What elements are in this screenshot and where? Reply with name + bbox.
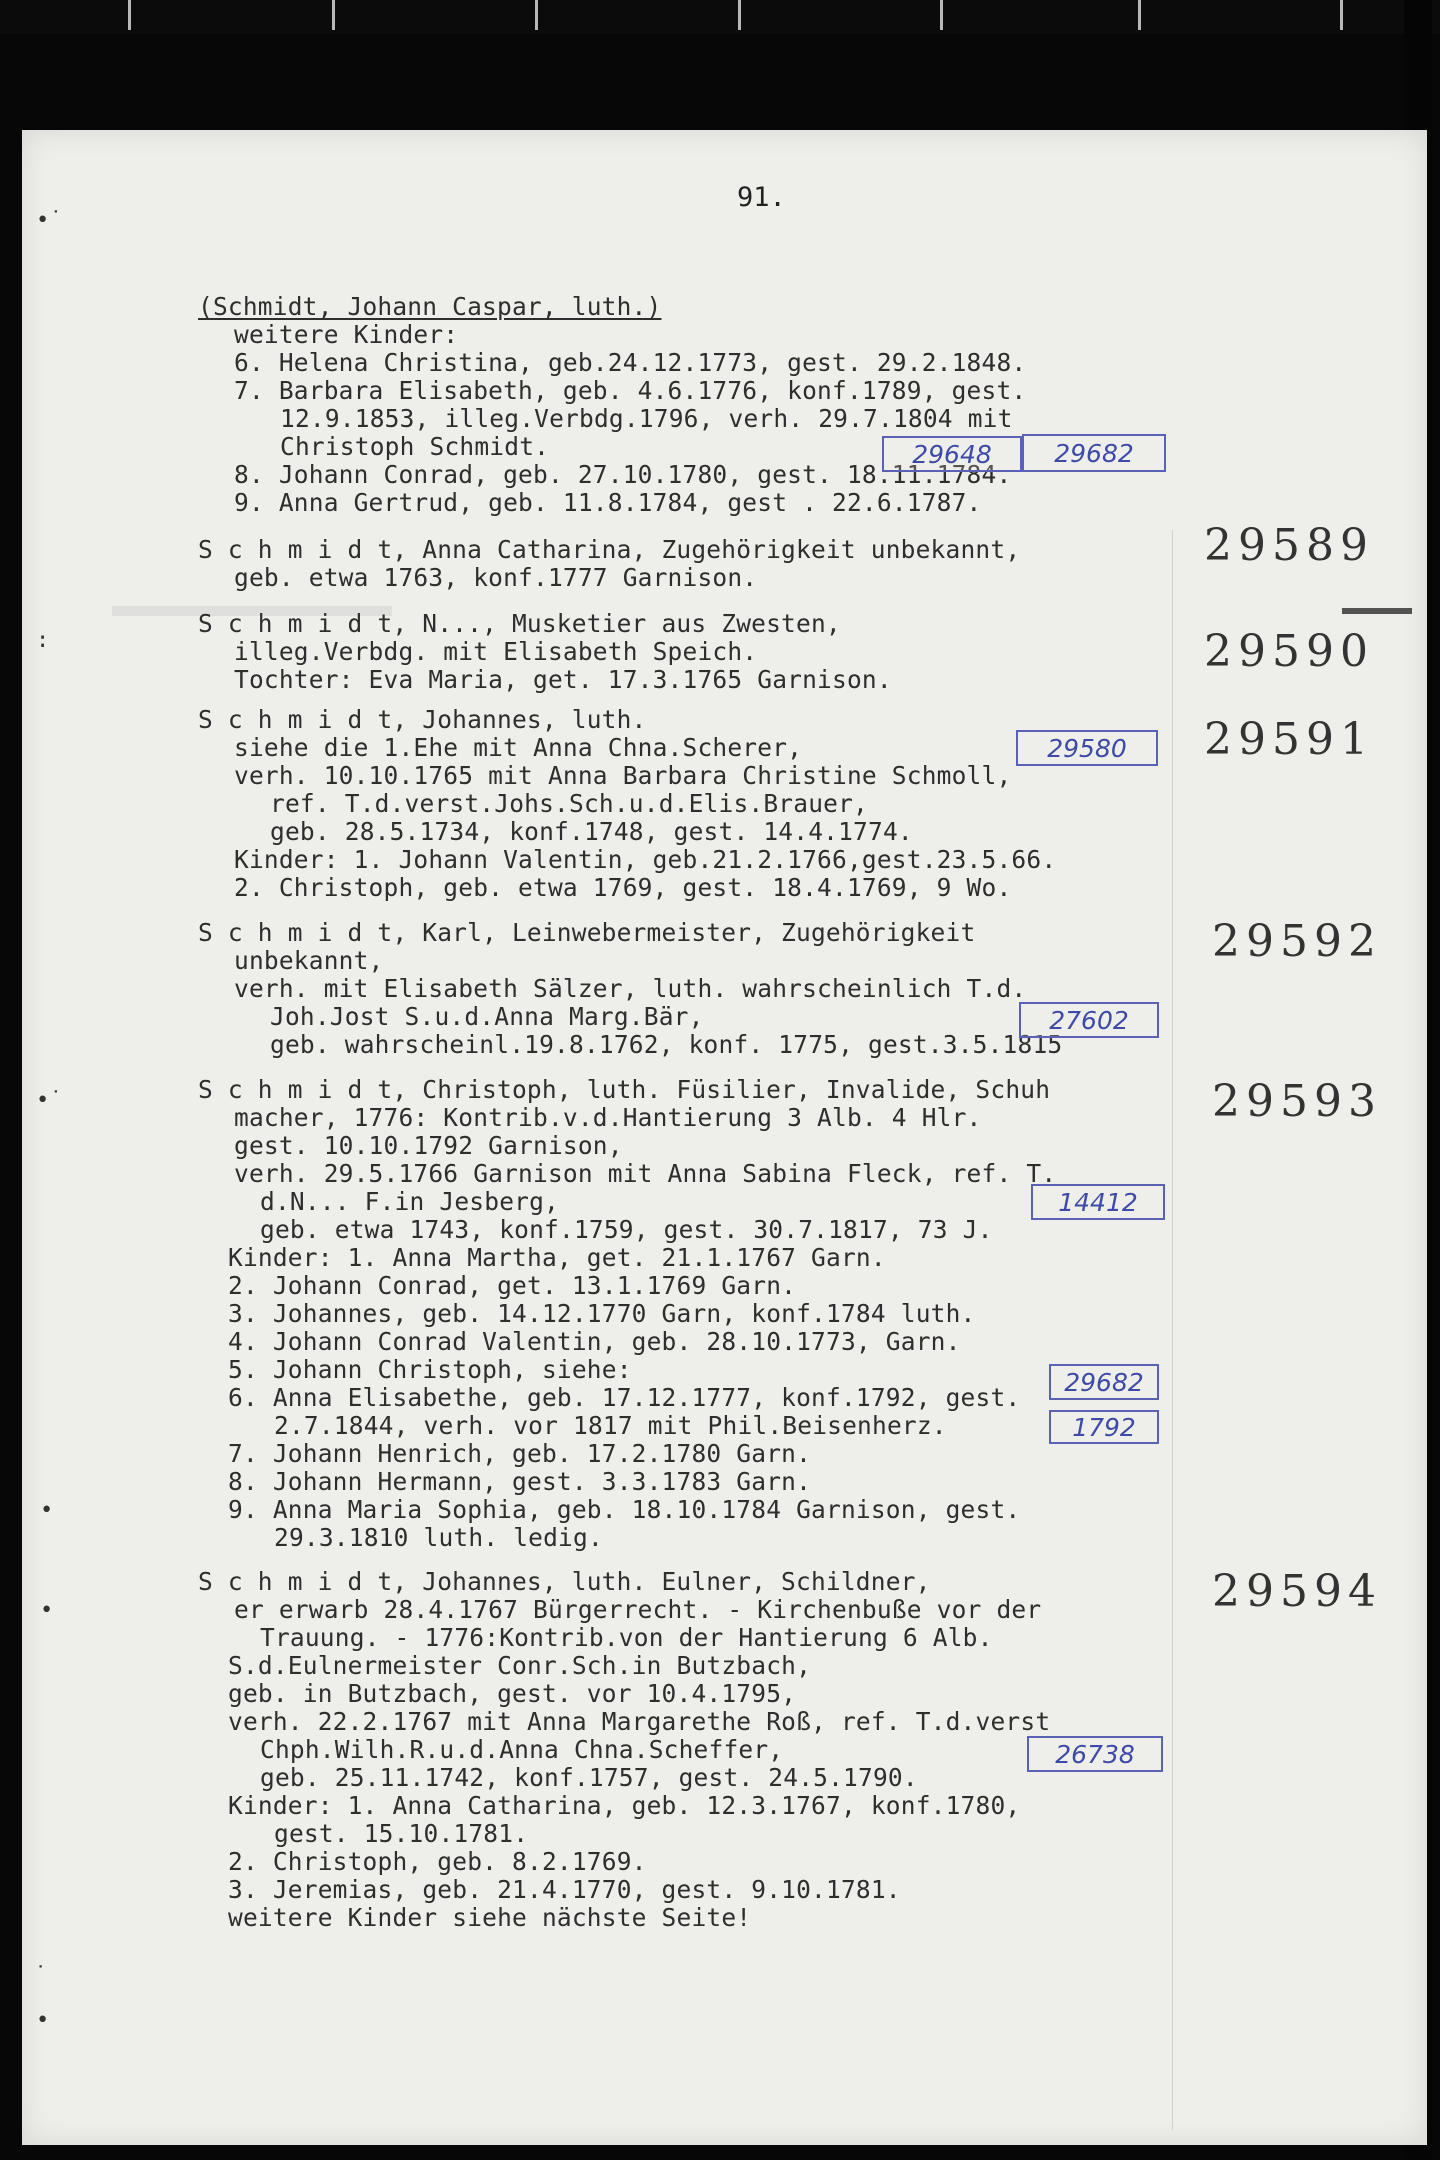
entry-line: 2.7.1844, verh. vor 1817 mit Phil.Beisenherz. — [274, 1411, 947, 1440]
entry-line: geb. etwa 1743, konf.1759, gest. 30.7.1817, 73 J. — [260, 1215, 993, 1244]
entry-line: illeg.Verbdg. mit Elisabeth Speich. — [234, 637, 758, 666]
entry-line: 2. Christoph, geb. 8.2.1769. — [228, 1847, 647, 1876]
document-page — [22, 130, 1427, 2145]
handwritten-ref-box: 29648 — [882, 436, 1022, 472]
entry-line: Chph.Wilh.R.u.d.Anna Chna.Scheffer, — [260, 1735, 784, 1764]
margin-dot: •˙ — [36, 208, 63, 233]
column-rule — [1172, 530, 1173, 2130]
entry-line: geb. wahrscheinl.19.8.1762, konf. 1775, gest.3.5.1815 — [270, 1030, 1063, 1059]
entry-line: 8. Johann Conrad, geb. 27.10.1780, gest. 18.11.1784. — [234, 460, 1012, 489]
film-tick — [738, 0, 741, 30]
page-number: 91. — [737, 182, 786, 213]
entry-line: 3. Johannes, geb. 14.12.1770 Garn, konf.1784 luth. — [228, 1299, 976, 1328]
entry-line: 6. Anna Elisabethe, geb. 17.12.1777, konf.1792, gest. — [228, 1383, 1021, 1412]
entry-line: 9. Anna Gertrud, geb. 11.8.1784, gest . 22.6.1787. — [234, 488, 982, 517]
entry-line: macher, 1776: Kontrib.v.d.Hantierung 3 Alb. 4 Hlr. — [234, 1103, 982, 1132]
scan-artifact — [1342, 608, 1412, 614]
handwritten-ref-box: 27602 — [1019, 1002, 1159, 1038]
entry-line: Trauung. - 1776:Kontrib.von der Hantierung 6 Alb. — [260, 1623, 993, 1652]
film-tick — [535, 0, 538, 30]
entry-ref-number: 29589 — [1204, 520, 1374, 571]
entry-ref-number: 29592 — [1212, 916, 1382, 967]
entry-line: geb. in Butzbach, gest. vor 10.4.1795, — [228, 1679, 797, 1708]
entry-line: Kinder: 1. Anna Martha, get. 21.1.1767 Garn. — [228, 1243, 886, 1272]
entry-header-line: S c h m i d t, Karl, Leinwebermeister, Zugehörigkeit — [198, 918, 976, 947]
handwritten-ref-box: 1792 — [1049, 1410, 1159, 1444]
entry-line: Kinder: 1. Anna Catharina, geb. 12.3.1767, konf.1780, — [228, 1791, 1021, 1820]
entry-header-line: S c h m i d t, N..., Musketier aus Zwesten, — [198, 609, 841, 638]
margin-dot: • — [40, 1598, 54, 1623]
entry-line: geb. 28.5.1734, konf.1748, gest. 14.4.1774. — [270, 817, 913, 846]
entry-line: 7. Johann Henrich, geb. 17.2.1780 Garn. — [228, 1439, 812, 1468]
handwritten-ref-box: 26738 — [1027, 1736, 1163, 1772]
entry-line: S.d.Eulnermeister Conr.Sch.in Butzbach, — [228, 1651, 812, 1680]
entry-line: 2. Johann Conrad, get. 13.1.1769 Garn. — [228, 1271, 797, 1300]
entry-line: 12.9.1853, illeg.Verbdg.1796, verh. 29.7.1804 mit — [280, 404, 1013, 433]
entry-line: geb. etwa 1763, konf.1777 Garnison. — [234, 563, 758, 592]
entry-line: Christoph Schmidt. — [280, 432, 550, 461]
entry-line: verh. 29.5.1766 Garnison mit Anna Sabina Fleck, ref. T. — [234, 1159, 1057, 1188]
entry-line: verh. mit Elisabeth Sälzer, luth. wahrscheinlich T.d. — [234, 974, 1027, 1003]
entry-line: d.N... F.in Jesberg, — [260, 1187, 560, 1216]
entry-header-line: S c h m i d t, Johannes, luth. — [198, 705, 647, 734]
entry-header-line: S c h m i d t, Anna Catharina, Zugehörigkeit unbekannt, — [198, 535, 1021, 564]
entry-line: unbekannt, — [234, 946, 384, 975]
entry-line: 4. Johann Conrad Valentin, geb. 28.10.1773, Garn. — [228, 1327, 961, 1356]
margin-dot: • — [40, 1498, 54, 1523]
entry-line: verh. 10.10.1765 mit Anna Barbara Christine Schmoll, — [234, 761, 1012, 790]
entry-line: gest. 10.10.1792 Garnison, — [234, 1131, 623, 1160]
margin-dot: • — [36, 2008, 50, 2033]
handwritten-ref-box: 29580 — [1016, 730, 1158, 766]
entry-line: er erwarb 28.4.1767 Bürgerrecht. - Kirchenbuße vor der — [234, 1595, 1042, 1624]
entry-line: siehe die 1.Ehe mit Anna Chna.Scherer, — [234, 733, 803, 762]
film-strip-top — [0, 0, 1440, 34]
entry-line: 7. Barbara Elisabeth, geb. 4.6.1776, konf.1789, gest. — [234, 376, 1027, 405]
entry-ref-number: 29593 — [1212, 1076, 1382, 1127]
entry-line: gest. 15.10.1781. — [274, 1819, 529, 1848]
entry-line: weitere Kinder siehe nächste Seite! — [228, 1903, 752, 1932]
entry-line: Tochter: Eva Maria, get. 17.3.1765 Garnison. — [234, 665, 892, 694]
film-tick — [940, 0, 943, 30]
entry-line: Joh.Jost S.u.d.Anna Marg.Bär, — [270, 1002, 704, 1031]
entry-line: 6. Helena Christina, geb.24.12.1773, gest. 29.2.1848. — [234, 348, 1027, 377]
entry-ref-number: 29591 — [1204, 714, 1374, 765]
margin-dot: : — [36, 628, 50, 653]
entry-line: Kinder: 1. Johann Valentin, geb.21.2.1766,gest.23.5.66. — [234, 845, 1057, 874]
film-tick — [1340, 0, 1343, 30]
entry-header-line: (Schmidt, Johann Caspar, luth.) — [198, 292, 662, 321]
entry-line: 2. Christoph, geb. etwa 1769, gest. 18.4.1769, 9 Wo. — [234, 873, 1012, 902]
entry-line: weitere Kinder: — [234, 320, 459, 349]
entry-line: verh. 22.2.1767 mit Anna Margarethe Roß, ref. T.d.verst — [228, 1707, 1051, 1736]
handwritten-ref-box: 29682 — [1049, 1364, 1159, 1400]
entry-line: geb. 25.11.1742, konf.1757, gest. 24.5.1790. — [260, 1763, 918, 1792]
entry-line: 9. Anna Maria Sophia, geb. 18.10.1784 Garnison, gest. — [228, 1495, 1021, 1524]
entry-line: 5. Johann Christoph, siehe: — [228, 1355, 632, 1384]
entry-line: 29.3.1810 luth. ledig. — [274, 1523, 603, 1552]
film-tick — [128, 0, 131, 30]
entry-ref-number: 29594 — [1212, 1566, 1382, 1617]
entry-line: 3. Jeremias, geb. 21.4.1770, gest. 9.10.1781. — [228, 1875, 901, 1904]
film-tick — [332, 0, 335, 30]
handwritten-ref-box: 14412 — [1031, 1184, 1165, 1220]
entry-line: 8. Johann Hermann, gest. 3.3.1783 Garn. — [228, 1467, 812, 1496]
handwritten-ref-box: 29682 — [1022, 434, 1166, 472]
film-tick — [1138, 0, 1141, 30]
entry-header-line: S c h m i d t, Johannes, luth. Eulner, Schildner, — [198, 1567, 931, 1596]
margin-dot: •˙ — [36, 1088, 63, 1113]
entry-header-line: S c h m i d t, Christoph, luth. Füsilier, Invalide, Schuh — [198, 1075, 1051, 1104]
entry-ref-number: 29590 — [1204, 626, 1374, 677]
entry-line: ref. T.d.verst.Johs.Sch.u.d.Elis.Brauer, — [270, 789, 869, 818]
margin-dot: ˙ — [34, 1963, 48, 1988]
